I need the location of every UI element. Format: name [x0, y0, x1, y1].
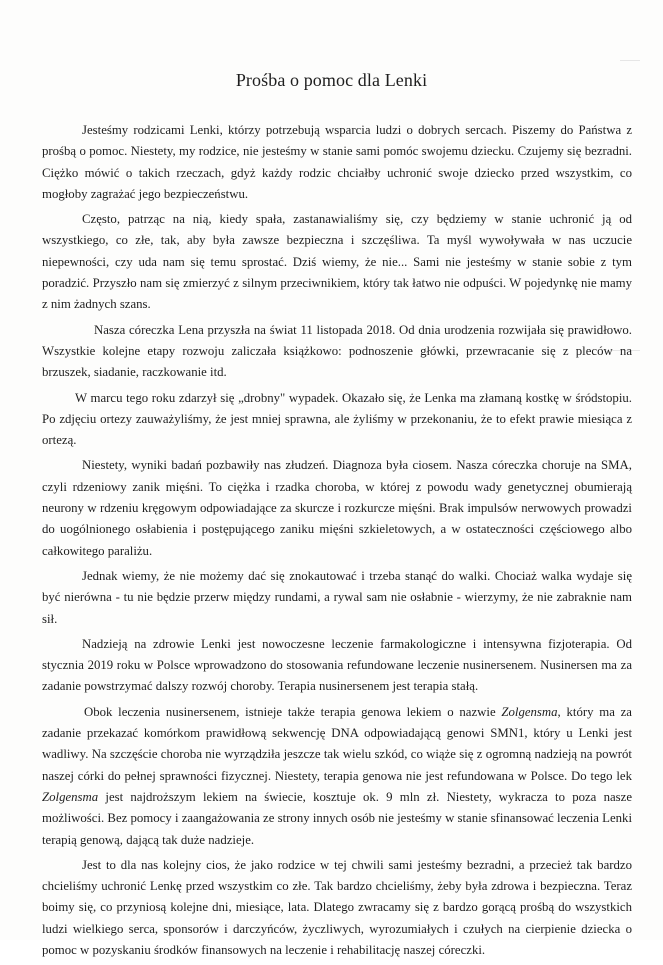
- paragraph-appeal: Jest to dla nas kolejny cios, że jako rodzice w tej chwili sami jesteśmy bezradni, a przecież tak bardzo chcieliśmy uchronić Lenkę przed wszystkim co złe. Tak bardzo chcieliśmy, żeby była zdrowa i bezpieczna. Teraz boimy się, co przyniosą kolejne dni, miesiące, lata. Dlatego zwracamy się z bardzo gorącą prośbą do wszystkich ludzi wielkiego serca, sponsorów i darczyńców, życzliwych, wyrozumiałych i czułych na cierpienie dziecka o pomoc w pozyskaniu środków finansowych na leczenie i rehabilitację naszej córeczki.: [42, 857, 632, 957]
- paragraph-treatment: Nadzieją na zdrowie Lenki jest nowoczesne leczenie farmakologiczne i intensywna fizjoterapia. Od stycznia 2019 roku w Polsce wprowadzono do stosowania refundowane leczenie nusinersenem. Nusinersen ma za zadanie powstrzymać dalszy rozwój choroby. Terapia nusinersenem jest terapia stałą.: [42, 636, 632, 694]
- paragraph-birth: Nasza córeczka Lena przyszła na świat 11 listopada 2018. Od dnia urodzenia rozwijała się prawidłowo. Wszystkie kolejne etapy rozwoju zaliczała książkowo: podnoszenie główki, przewracanie się z pleców na brzuszek, siadanie, raczkowanie itd.: [42, 322, 632, 380]
- gene-therapy-text-3: jest najdroższym lekiem na świecie, kosztuje ok. 9 mln zł. Niestety, wykracza to poza nasze możliwości. Bez pomocy i zaangażowania ze strony innych osób nie jesteśmy w stanie sfinansować leczenia Lenki terapią genową, dającą tak duże nadzieje.: [42, 789, 632, 847]
- drug-name: Zolgensma: [501, 704, 558, 719]
- paragraph-fight: Jednak wiemy, że nie możemy dać się znokautować i trzeba stanąć do walki. Chociaż walka wydaje się być nierówna - tu nie będzie przerw między rundami, a rywal sam nie osłabnie - wierzymy, że nie zabraknie nam sił.: [42, 568, 632, 626]
- document-body: [42, 120, 632, 965]
- gene-therapy-text-2: , który ma za zadanie przekazać komórkom prawidłową sekwencję DNA odpowiadającą genowi SMN1, który u Lenki jest wadliwy. Na szczęście choroba nie wyrządziła jeszcze tak wielu szkód, co wiąże się z ogromną nadzieją na powrót naszej córki do pełnej sprawności fizycznej. Niestety, terapia genowa nie jest refundowana w Polsce. Do tego lek: [42, 704, 632, 783]
- scan-artifact: [620, 60, 640, 61]
- paragraph-diagnosis: Niestety, wyniki badań pozbawiły nas złudzeń. Diagnoza była ciosem. Nasza córeczka choruje na SMA, czyli rdzeniowy zanik mięśni. To ciężka i rzadka choroba, w której z powodu wady genetycznej obumierają neurony w rdzeniu kręgowym odpowiadające za skurcze i rozkurcze mięśni. Brak impulsów nerwowych prowadzi do uogólnionego osłabienia i postępującego zaniku mięśni szkieletowych, a w ostateczności częściowego albo całkowitego paraliżu.: [42, 458, 632, 558]
- document-title: Prośba o pomoc dla Lenki: [235, 70, 428, 90]
- paragraph-worry: Często, patrząc na nią, kiedy spała, zastanawialiśmy się, czy będziemy w stanie uchronić ją od wszystkiego, co złe, tak, aby była zawsze bezpieczna i szczęśliwa. Ta myśl wywoływała w nas uczucie niepewności, czy uda nam się temu sprostać. Dziś wiemy, że nie... Sami nie jesteśmy w stanie sobie z tym poradzić. Przyszło nam się zmierzyć z silnym przeciwnikiem, który tak łatwo nie odpuści. W pojedynkę nie mamy z nim żadnych szans.: [42, 212, 632, 312]
- paragraph-accident: W marcu tego roku zdarzył się „drobny" wypadek. Okazało się, że Lenka ma złamaną kostkę w śródstopiu. Po zdjęciu ortezy zauważyliśmy, że jest mniej sprawna, ale żyliśmy w przekonaniu, że to efekt prawie miesiąca z ortezą.: [42, 390, 632, 448]
- paragraph-gene-therapy: [42, 702, 632, 851]
- drug-name: Zolgensma: [42, 789, 99, 804]
- paragraph-intro: Jesteśmy rodzicami Lenki, którzy potrzebują wsparcia ludzi o dobrych sercach. Piszemy do Państwa z prośbą o pomoc. Niestety, my rodzice, nie jesteśmy w stanie sami pomóc swojemu dziecku. Czujemy się bezradni. Ciężko mówić o takich rzeczach, gdyż każdy rodzic chciałby uchronić swoje dziecko przed wszystkim, co mogłoby zagrażać jego bezpieczeństwu.: [42, 123, 632, 201]
- gene-therapy-text-1: Obok leczenia nusinersenem, istnieje także terapia genowa lekiem o nazwie: [84, 704, 502, 719]
